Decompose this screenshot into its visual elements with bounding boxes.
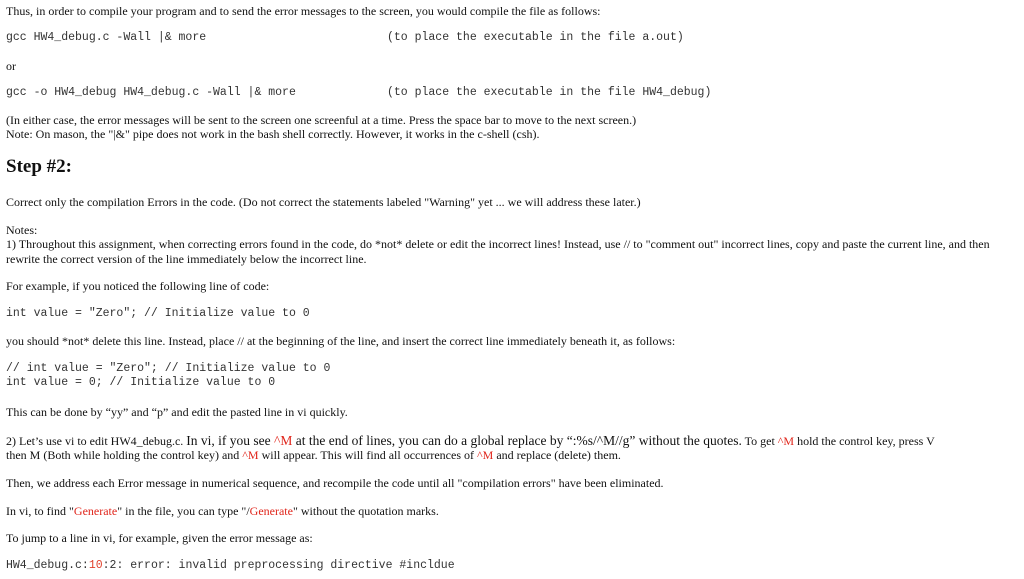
error-message <box>6 558 455 573</box>
compile-command-1-note: (to place the executable in the file a.out) <box>387 31 684 44</box>
note-1: 1) Throughout this assignment, when correcting errors found in the code, do *not* delete or edit the incorrect lines! Instead, use // to "comment out" incorrect lines, copy and paste the current line, and then rewrite the correct version of the line immediately below the incorrect line. <box>6 237 990 266</box>
for-example-text: For example, if you noticed the following line of code: <box>6 279 270 293</box>
mason-note: Note: On mason, the "|&" pipe does not work in the bash shell correctly. However, it works in the c-shell (csh). <box>6 127 540 141</box>
caret-m-marker: ^M <box>477 448 494 462</box>
you-should-text: you should *not* delete this line. Instead, place // at the beginning of the line, and insert the correct line immediately beneath it, as follows: <box>6 334 676 348</box>
vi-line1-part-a: 2) Let’s use vi to edit HW4_debug.c. <box>6 434 187 448</box>
intro-text: Thus, in order to compile your program and to send the error messages to the screen, you would compile the file as follows: <box>6 4 601 18</box>
yy-p-text: This can be done by “yy” and “p” and edit the pasted line in vi quickly. <box>6 405 348 419</box>
vi-line2-part-a: then M (Both while holding the control key) and <box>6 448 243 462</box>
either-case-text: (In either case, the error messages will be sent to the screen one screenful at a time. Press the space bar to move to the next screen.) <box>6 113 637 127</box>
find-part-e: " without the quotation marks. <box>292 504 439 518</box>
vi-instruction-line-1 <box>6 433 935 449</box>
vi-line2-part-e: and replace (delete) them. <box>493 448 621 462</box>
correct-only-text: Correct only the compilation Errors in the code. (Do not correct the statements labeled "Warning" yet ... we will address these later.) <box>6 195 641 209</box>
compile-command-2: gcc -o HW4_debug HW4_debug.c -Wall |& more <box>6 86 296 99</box>
notes-label: Notes: <box>6 223 38 237</box>
jump-line-text: To jump to a line in vi, for example, given the error message as: <box>6 531 313 545</box>
then-address-text: Then, we address each Error message in numerical sequence, and recompile the code until all "compilation errors" have been eliminated. <box>6 476 664 490</box>
find-part-c: " in the file, you can type "/ <box>117 504 250 518</box>
vi-line1-part-b: In vi, if you see <box>186 433 275 448</box>
generate-keyword: Generate <box>73 504 118 518</box>
code-fixed: int value = 0; // Initialize value to 0 <box>6 376 276 389</box>
compile-command-2-note: (to place the executable in the file HW4_debug) <box>387 86 712 99</box>
vi-instruction-line-2 <box>6 448 621 463</box>
code-commented: // int value = "Zero"; // Initialize value to 0 <box>6 362 331 375</box>
error-file: HW4_debug.c: <box>6 559 89 572</box>
vi-line1-part-d: at the end of lines, you can do a global replace by “:%s/^M//g” without the quotes. <box>292 433 742 448</box>
find-part-a: In vi, to find " <box>6 504 74 518</box>
compile-command-1: gcc HW4_debug.c -Wall |& more <box>6 31 207 44</box>
error-line-number: 10 <box>88 559 103 572</box>
code-example: int value = "Zero"; // Initialize value to 0 <box>6 307 310 320</box>
vi-line1-part-e: To get <box>741 434 778 448</box>
or-text: or <box>6 59 16 73</box>
generate-keyword: Generate <box>249 504 293 518</box>
error-text: :2: error: invalid preprocessing directive #incldue <box>102 559 455 572</box>
vi-line1-part-g: hold the control key, press V <box>794 434 935 448</box>
step-heading: Step #2: <box>6 156 72 177</box>
vi-line2-part-c: will appear. This will find all occurrences of <box>258 448 477 462</box>
find-generate-text <box>6 504 439 519</box>
caret-m-marker: ^M <box>242 448 259 462</box>
caret-m-marker: ^M <box>777 434 795 448</box>
caret-m-marker: ^M <box>274 433 293 448</box>
